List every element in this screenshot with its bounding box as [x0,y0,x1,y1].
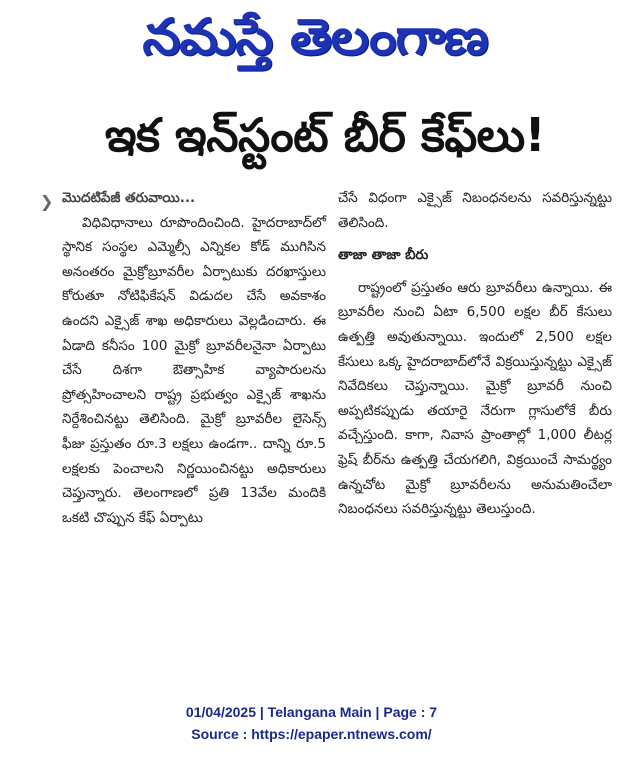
footer-dateline: 01/04/2025 | Telangana Main | Page : 7 [185,704,438,720]
article-headline: ఇక ఇన్‌స్టంట్ బీర్ కేఫ్‌లు! [104,108,546,162]
chevron-right-icon: ❯ [40,192,54,211]
footer-source: Source : https://epaper.ntnews.com/ [191,726,432,742]
article-paragraph: చేసే విధంగా ఎక్సైజ్ నిబంధనలను సవరిస్తున్నట్టు తెలిసింది. [338,190,612,231]
article-lead [40,186,326,211]
section-title: తాజా తాజా బీరు [338,247,429,264]
masthead-title: నమస్తే తెలంగాణ [142,7,488,66]
article-paragraph: విధివిధానాలు రూపొందించింది. హైదరాబాద్‌లో స్థానిక సంస్థల ఎమ్మెల్సీ ఎన్నికల కోడ్ ముగిసిన అనంతరం మైక్రోబ్రూవరీల ఏర్పాటుకు దరఖాస్తులు కోరుతూ నోటిఫికేషన్ విడుదల చేసే అవకాశం ఉందని ఎక్సైజ్ శాఖ అధికారులు వెల్లడించారు. ఈ ఏడాది కనీసం 100 మైక్రో బ్రూవరీలనైనా ఏర్పాటు చేసే దిశగా ఔత్సాహిక వ్యాపారులను ప్రోత్సహించాలని రాష్ట్ర ప్రభుత్వం ఎక్సైజ్ శాఖను నిర్దేశించినట్టు తెలిసింది. మైక్రో బ్రూవరీల లైసెన్స్ ఫీజు ప్రస్తుతం రూ.3 లక్షలు ఉండగా.. దాన్ని రూ.5 లక్షలకు పెంచాలని నిర్ణయించినట్టు అధికారులు చెప్తున్నారు. తెలంగాణలో ప్రతి 13వేల మందికి ఒకటి చొప్పున కేఫ్ ఏర్పాటు [62,214,326,526]
article-column-left [40,186,326,530]
article-column-right [338,186,612,522]
lead-text: మొదటిపేజీ తరువాయి... [62,190,196,206]
article-paragraph: రాష్ట్రంలో ప్రస్తుతం ఆరు బ్రూవరీలు ఉన్నాయి. ఈ బ్రూవరీల నుంచి ఏటా 6,500 లక్షల బీర్ కేసులు ఉత్పత్తి అవుతున్నాయి. ఇందులో 2,500 లక్షల కేసులు ఒక్క హైదరాబాద్‌లోనే విక్రయిస్తున్నట్టు ఎక్సైజ్ నివేదికలు చెప్తున్నాయి. మైక్రో బ్రూవరీ నుంచి అప్పటికప్పుడు తయారై నేరుగా గ్లాసులోకే బీరు వచ్చేస్తుంది. కాగా, నివాస ప్రాంతాల్లో 1,000 లీటర్ల ఫ్రెష్ బీర్‌ను ఉత్పత్తి చేయగలిగి, విక్రయించే సామర్థ్యం ఉన్నచోట మైక్రో బ్రూవరీలను అనుమతించేలా నిబంధనలు సవరిస్తున్నట్టు తెలుస్తుంది. [338,279,612,518]
